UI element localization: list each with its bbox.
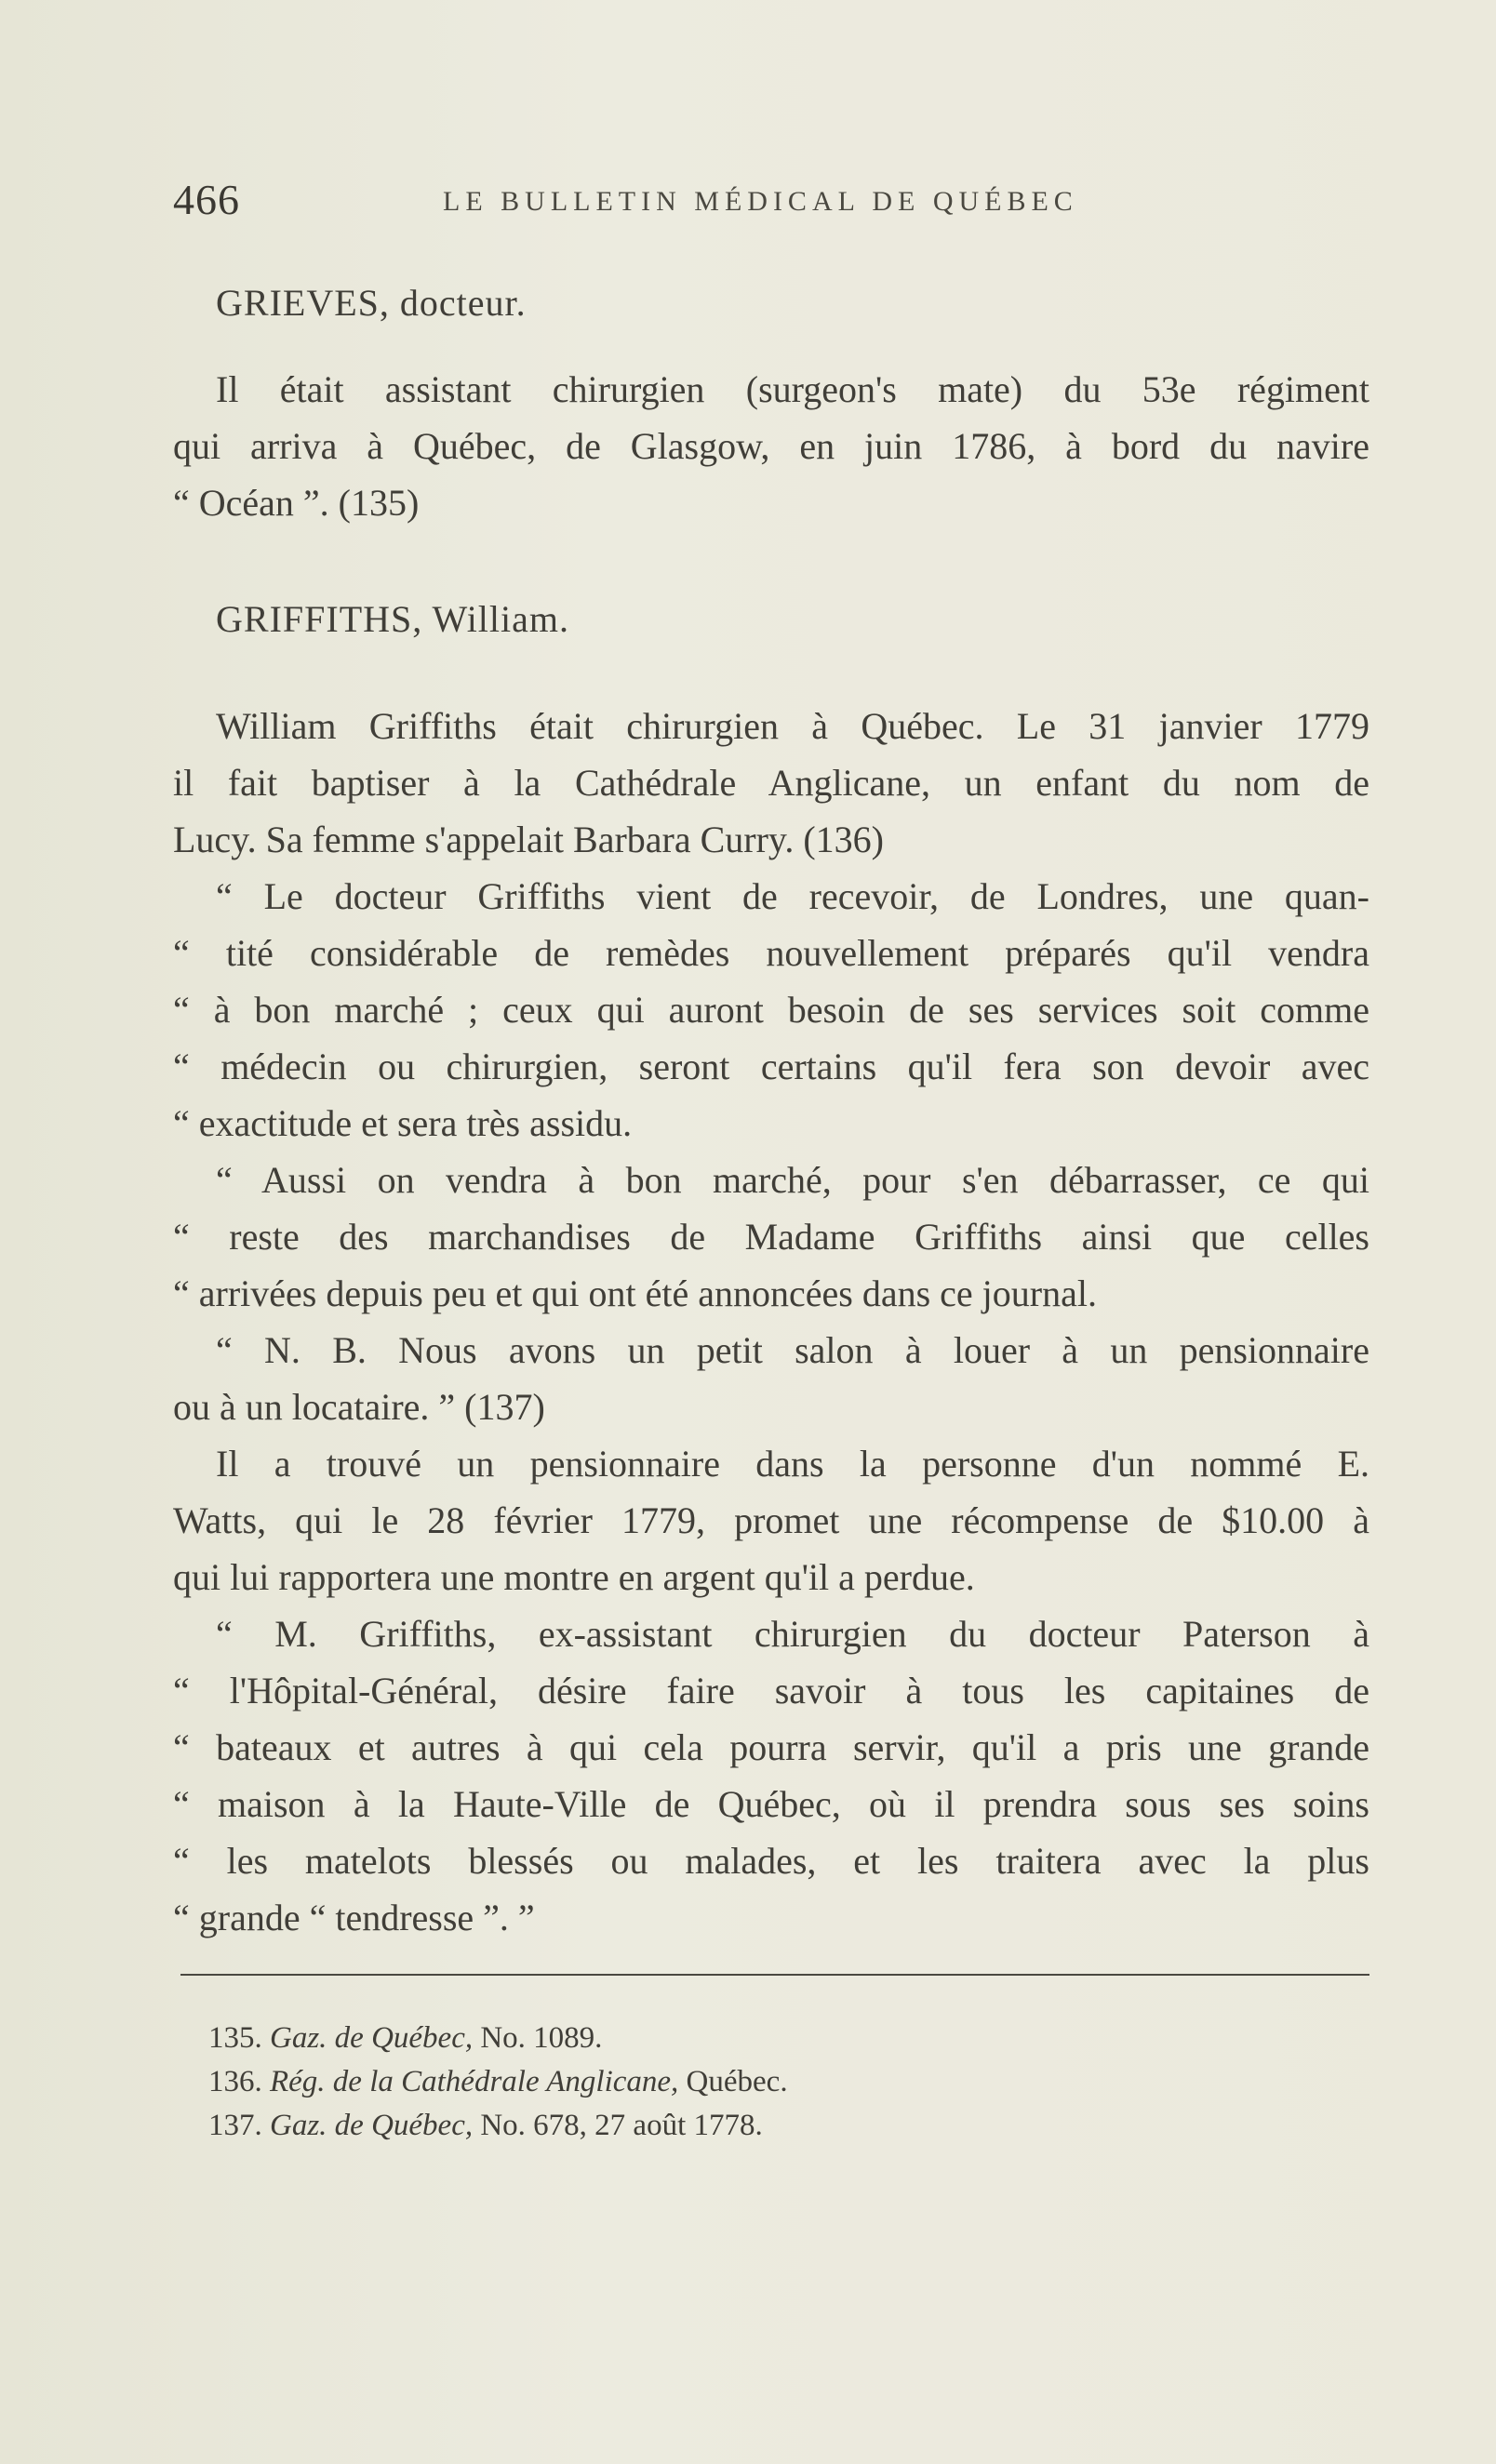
footnote-135: [208, 2017, 1232, 2060]
text-line: “ Aussi on vendra à bon marché, pour s'en débarrasser, ce qui: [216, 1159, 1369, 1201]
text-line: “ les matelots blessés ou malades, et les traitera avec la plus: [173, 1840, 1369, 1882]
text-line: “ Océan ”. (135): [173, 482, 420, 524]
footnote-source: Rég. de la Cathédrale Anglicane,: [270, 2065, 679, 2098]
footnote-source: Gaz. de Québec,: [270, 2021, 474, 2055]
text-line: “ M. Griffiths, ex-assistant chirurgien du docteur Paterson à: [216, 1613, 1369, 1655]
footnote-number: 135.: [208, 2021, 262, 2055]
entry-body-grieves: [173, 361, 1369, 531]
text-line: Lucy. Sa femme s'appelait Barbara Curry. (136): [173, 819, 884, 860]
page-header: [173, 175, 1369, 231]
footnote-detail: No. 678, 27 août 1778.: [480, 2109, 763, 2142]
text-line: “ Le docteur Griffiths vient de recevoir, de Londres, une quan-: [216, 875, 1369, 917]
text-line: “ N. B. Nous avons un petit salon à louer à un pensionnaire: [216, 1329, 1369, 1371]
text-line: Il a trouvé un pensionnaire dans la personne d'un nommé E.: [216, 1443, 1369, 1485]
footnote-136: [208, 2060, 1232, 2104]
footnote-detail: Québec.: [686, 2065, 788, 2098]
text-line: Il était assistant chirurgien (surgeon's mate) du 53e régiment: [216, 368, 1369, 410]
text-line: “ à bon marché ; ceux qui auront besoin de ses services soit comme: [173, 989, 1369, 1031]
footnote-divider: [180, 1974, 1369, 1976]
text-line: il fait baptiser à la Cathédrale Anglicane, un enfant du nom de: [173, 762, 1369, 804]
footnote-source: Gaz. de Québec,: [270, 2109, 474, 2142]
text-line: “ l'Hôpital-Général, désire faire savoir à tous les capitaines de: [173, 1670, 1369, 1711]
page-number: 466: [173, 176, 240, 223]
text-line: ou à un locataire. ” (137): [173, 1386, 545, 1428]
entry-body-griffiths: [173, 698, 1369, 1946]
text-line: “ tité considérable de remèdes nouvellement préparés qu'il vendra: [173, 932, 1369, 974]
entry-heading-grieves: GRIEVES, docteur.: [216, 282, 527, 324]
footnote-number: 137.: [208, 2109, 262, 2142]
text-line: “ grande “ tendresse ”. ”: [173, 1897, 535, 1938]
footnote-number: 136.: [208, 2065, 262, 2098]
text-line: “ reste des marchandises de Madame Griffiths ainsi que celles: [173, 1216, 1369, 1258]
text-line: “ médecin ou chirurgien, seront certains qu'il fera son devoir avec: [173, 1046, 1369, 1087]
text-line: Watts, qui le 28 février 1779, promet une récompense de $10.00 à: [173, 1499, 1369, 1541]
text-line: qui arriva à Québec, de Glasgow, en juin 1786, à bord du navire: [173, 425, 1369, 467]
text-line: William Griffiths était chirurgien à Québec. Le 31 janvier 1779: [216, 705, 1369, 747]
footnote-137: [208, 2104, 1232, 2148]
footnotes: [208, 2017, 1232, 2148]
text-line: “ maison à la Haute-Ville de Québec, où il prendra sous ses soins: [173, 1783, 1369, 1825]
text-line: qui lui rapportera une montre en argent qu'il a perdue.: [173, 1556, 975, 1598]
entry-heading-griffiths: GRIFFITHS, William.: [216, 598, 570, 640]
text-line: “ arrivées depuis peu et qui ont été annoncées dans ce journal.: [173, 1272, 1097, 1314]
running-title: LE BULLETIN MÉDICAL DE QUÉBEC: [443, 186, 1078, 217]
text-line: “ exactitude et sera très assidu.: [173, 1102, 633, 1144]
footnote-detail: No. 1089.: [480, 2021, 603, 2055]
text-line: “ bateaux et autres à qui cela pourra servir, qu'il a pris une grande: [173, 1726, 1369, 1768]
